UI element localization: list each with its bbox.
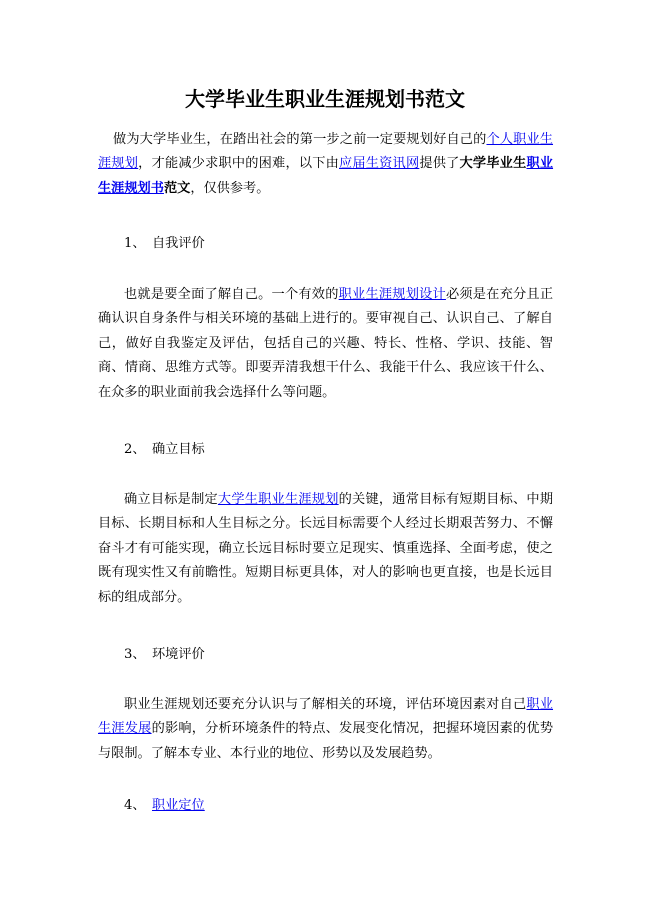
- section-title: 环境评价: [152, 647, 205, 662]
- paragraph-text: 确立目标是制定: [124, 492, 218, 507]
- section-heading-3: [124, 645, 205, 665]
- link-career-plan-book[interactable]: 职业生涯规划书: [98, 156, 554, 196]
- intro-text-1: 做为大学毕业生，在踏出社会的第一步之前一定要规划好自己的: [113, 132, 487, 147]
- paragraph-text: 也就是要全面了解自己。一个有效的: [124, 287, 339, 302]
- paragraph-text: 的关键，通常目标有短期目标、中期目标、长期目标和人生目标之分。长远目标需要个人经过长期艰苦努力、不懈奋斗才有可能实现，确立长远目标时要立足现实、慎重选择、全面考虑，使之既有现实性又有前瞻性。短期目标更具体，对人的影响也更直接，也是长远目标的组成部分。: [98, 492, 554, 605]
- section-title: 确立目标: [152, 442, 205, 457]
- section-number: 2、: [124, 442, 146, 457]
- section-heading-4: [124, 796, 205, 816]
- section-paragraph-1: [98, 283, 553, 405]
- section-paragraph-3: [98, 693, 553, 766]
- intro-bold-2: 范文: [163, 180, 191, 196]
- link-career-development[interactable]: 职业生涯发展: [98, 697, 554, 737]
- intro-text-3: 提供了: [419, 156, 460, 172]
- link-career-plan-design[interactable]: 职业生涯规划设计: [338, 287, 446, 302]
- section-paragraph-2: [98, 488, 553, 610]
- intro-text-2: ，才能减少求职中的困难，以下由: [138, 156, 339, 172]
- paragraph-text: 的影响，分析环境条件的特点、发展变化情况，把握环境因素的优势与限制。了解本专业、本行业的地位、形势以及发展趋势。: [98, 721, 554, 761]
- page-title: 大学毕业生职业生涯规划书范文: [185, 87, 465, 111]
- link-graduate-info-site[interactable]: 应届生资讯网: [339, 156, 420, 172]
- link-personal-career-plan[interactable]: 个人职业生涯规划: [98, 132, 554, 172]
- intro-text-4: ，仅供参考。: [190, 180, 270, 196]
- paragraph-text: 职业生涯规划还要充分认识与了解相关的环境，评估环境因素对自己: [124, 697, 527, 712]
- link-student-career-plan[interactable]: 大学生职业生涯规划: [217, 492, 339, 507]
- intro-bold-1: 大学毕业生: [459, 156, 527, 172]
- section-number: 1、: [124, 236, 146, 251]
- section-number: 3、: [124, 647, 146, 662]
- paragraph-text: 必须是在充分且正确认识自身条件与相关环境的基础上进行的。要审视自己、认识自己、了解自己，做好自我鉴定及评估，包括自己的兴趣、特长、性格、学识、技能、智商、情商、思维方式等。即要弄清我想干什么、我能干什么、我应该干什么、在众多的职业面前我会选择什么等问题。: [98, 287, 554, 400]
- link-career-positioning[interactable]: 职业定位: [152, 798, 205, 813]
- section-number: 4、: [124, 798, 146, 813]
- intro-paragraph: [98, 128, 553, 201]
- section-title: 自我评价: [152, 236, 205, 251]
- section-heading-2: [124, 440, 205, 460]
- section-heading-1: [124, 234, 205, 254]
